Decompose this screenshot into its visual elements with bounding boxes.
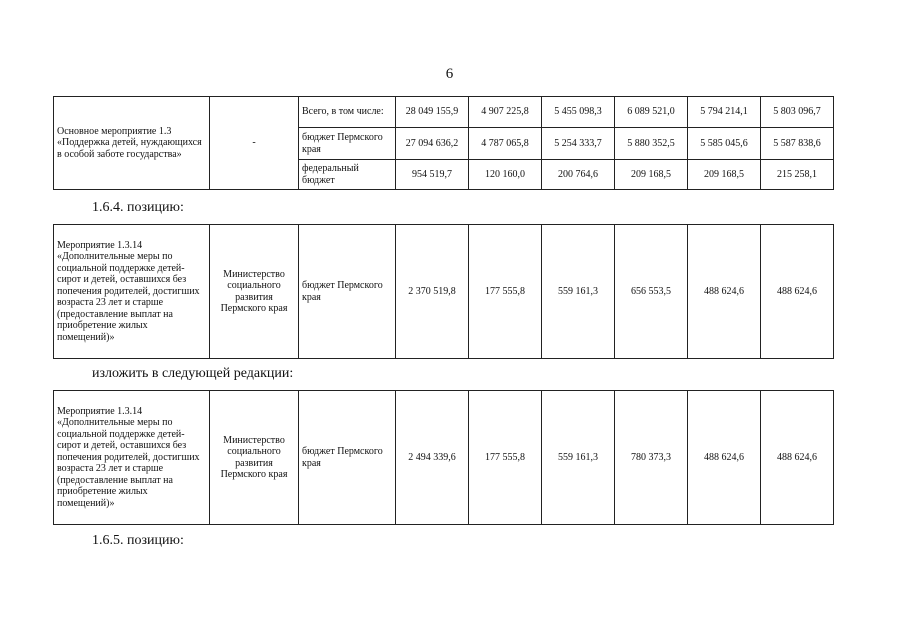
funding-source: бюджет Пермского края — [299, 128, 396, 160]
value-cell: 488 624,6 — [761, 225, 834, 359]
value-cell: 2 370 519,8 — [396, 225, 469, 359]
value-cell: 5 585 045,6 — [688, 128, 761, 160]
table-row — [54, 225, 834, 359]
section-heading: 1.6.5. позицию: — [92, 533, 184, 548]
table-row — [54, 97, 834, 128]
value-cell: 4 787 065,8 — [469, 128, 542, 160]
value-cell: 5 880 352,5 — [615, 128, 688, 160]
value-cell: 5 587 838,6 — [761, 128, 834, 160]
value-cell: 209 168,5 — [688, 160, 761, 190]
value-cell: 5 794 214,1 — [688, 97, 761, 128]
section-heading: 1.6.4. позицию: — [92, 200, 184, 215]
value-cell: 954 519,7 — [396, 160, 469, 190]
value-cell: 27 094 636,2 — [396, 128, 469, 160]
responsible-executor: Министерство социального развития Пермского края — [210, 391, 299, 525]
measure-name: Мероприятие 1.3.14 «Дополнительные меры по социальной поддержке детей-сирот и детей, оставшихся без попечения родителей, достигших возраста 23 лет и старше (предоставление выплат на приобретение жилых помещений)» — [54, 391, 210, 525]
value-cell: 488 624,6 — [761, 391, 834, 525]
measure-name: Мероприятие 1.3.14 «Дополнительные меры по социальной поддержке детей-сирот и детей, оставшихся без попечения родителей, достигших возраста 23 лет и старше (предоставление выплат на приобретение жилых помещений)» — [54, 225, 210, 359]
section-heading: изложить в следующей редакции: — [92, 366, 294, 381]
funding-source: Всего, в том числе: — [299, 97, 396, 128]
value-cell: 200 764,6 — [542, 160, 615, 190]
position-table-old — [53, 224, 834, 359]
responsible-executor: - — [210, 97, 299, 190]
page-number: 6 — [445, 66, 454, 82]
value-cell: 177 555,8 — [469, 391, 542, 525]
program-name: Основное мероприятие 1.3 «Поддержка детей, нуждающихся в особой заботе государства» — [54, 97, 210, 190]
table-row — [54, 391, 834, 525]
value-cell: 5 803 096,7 — [761, 97, 834, 128]
value-cell: 6 089 521,0 — [615, 97, 688, 128]
responsible-executor: Министерство социального развития Пермского края — [210, 225, 299, 359]
position-table-new — [53, 390, 834, 525]
value-cell: 488 624,6 — [688, 391, 761, 525]
value-cell: 559 161,3 — [542, 391, 615, 525]
value-cell: 177 555,8 — [469, 225, 542, 359]
value-cell: 780 373,3 — [615, 391, 688, 525]
value-cell: 120 160,0 — [469, 160, 542, 190]
value-cell: 2 494 339,6 — [396, 391, 469, 525]
value-cell: 5 254 333,7 — [542, 128, 615, 160]
funding-source: федеральный бюджет — [299, 160, 396, 190]
funding-source: бюджет Пермского края — [299, 391, 396, 525]
value-cell: 656 553,5 — [615, 225, 688, 359]
funding-source: бюджет Пермского края — [299, 225, 396, 359]
program-table — [53, 96, 834, 190]
value-cell: 4 907 225,8 — [469, 97, 542, 128]
value-cell: 559 161,3 — [542, 225, 615, 359]
value-cell: 209 168,5 — [615, 160, 688, 190]
value-cell: 215 258,1 — [761, 160, 834, 190]
value-cell: 28 049 155,9 — [396, 97, 469, 128]
value-cell: 488 624,6 — [688, 225, 761, 359]
value-cell: 5 455 098,3 — [542, 97, 615, 128]
